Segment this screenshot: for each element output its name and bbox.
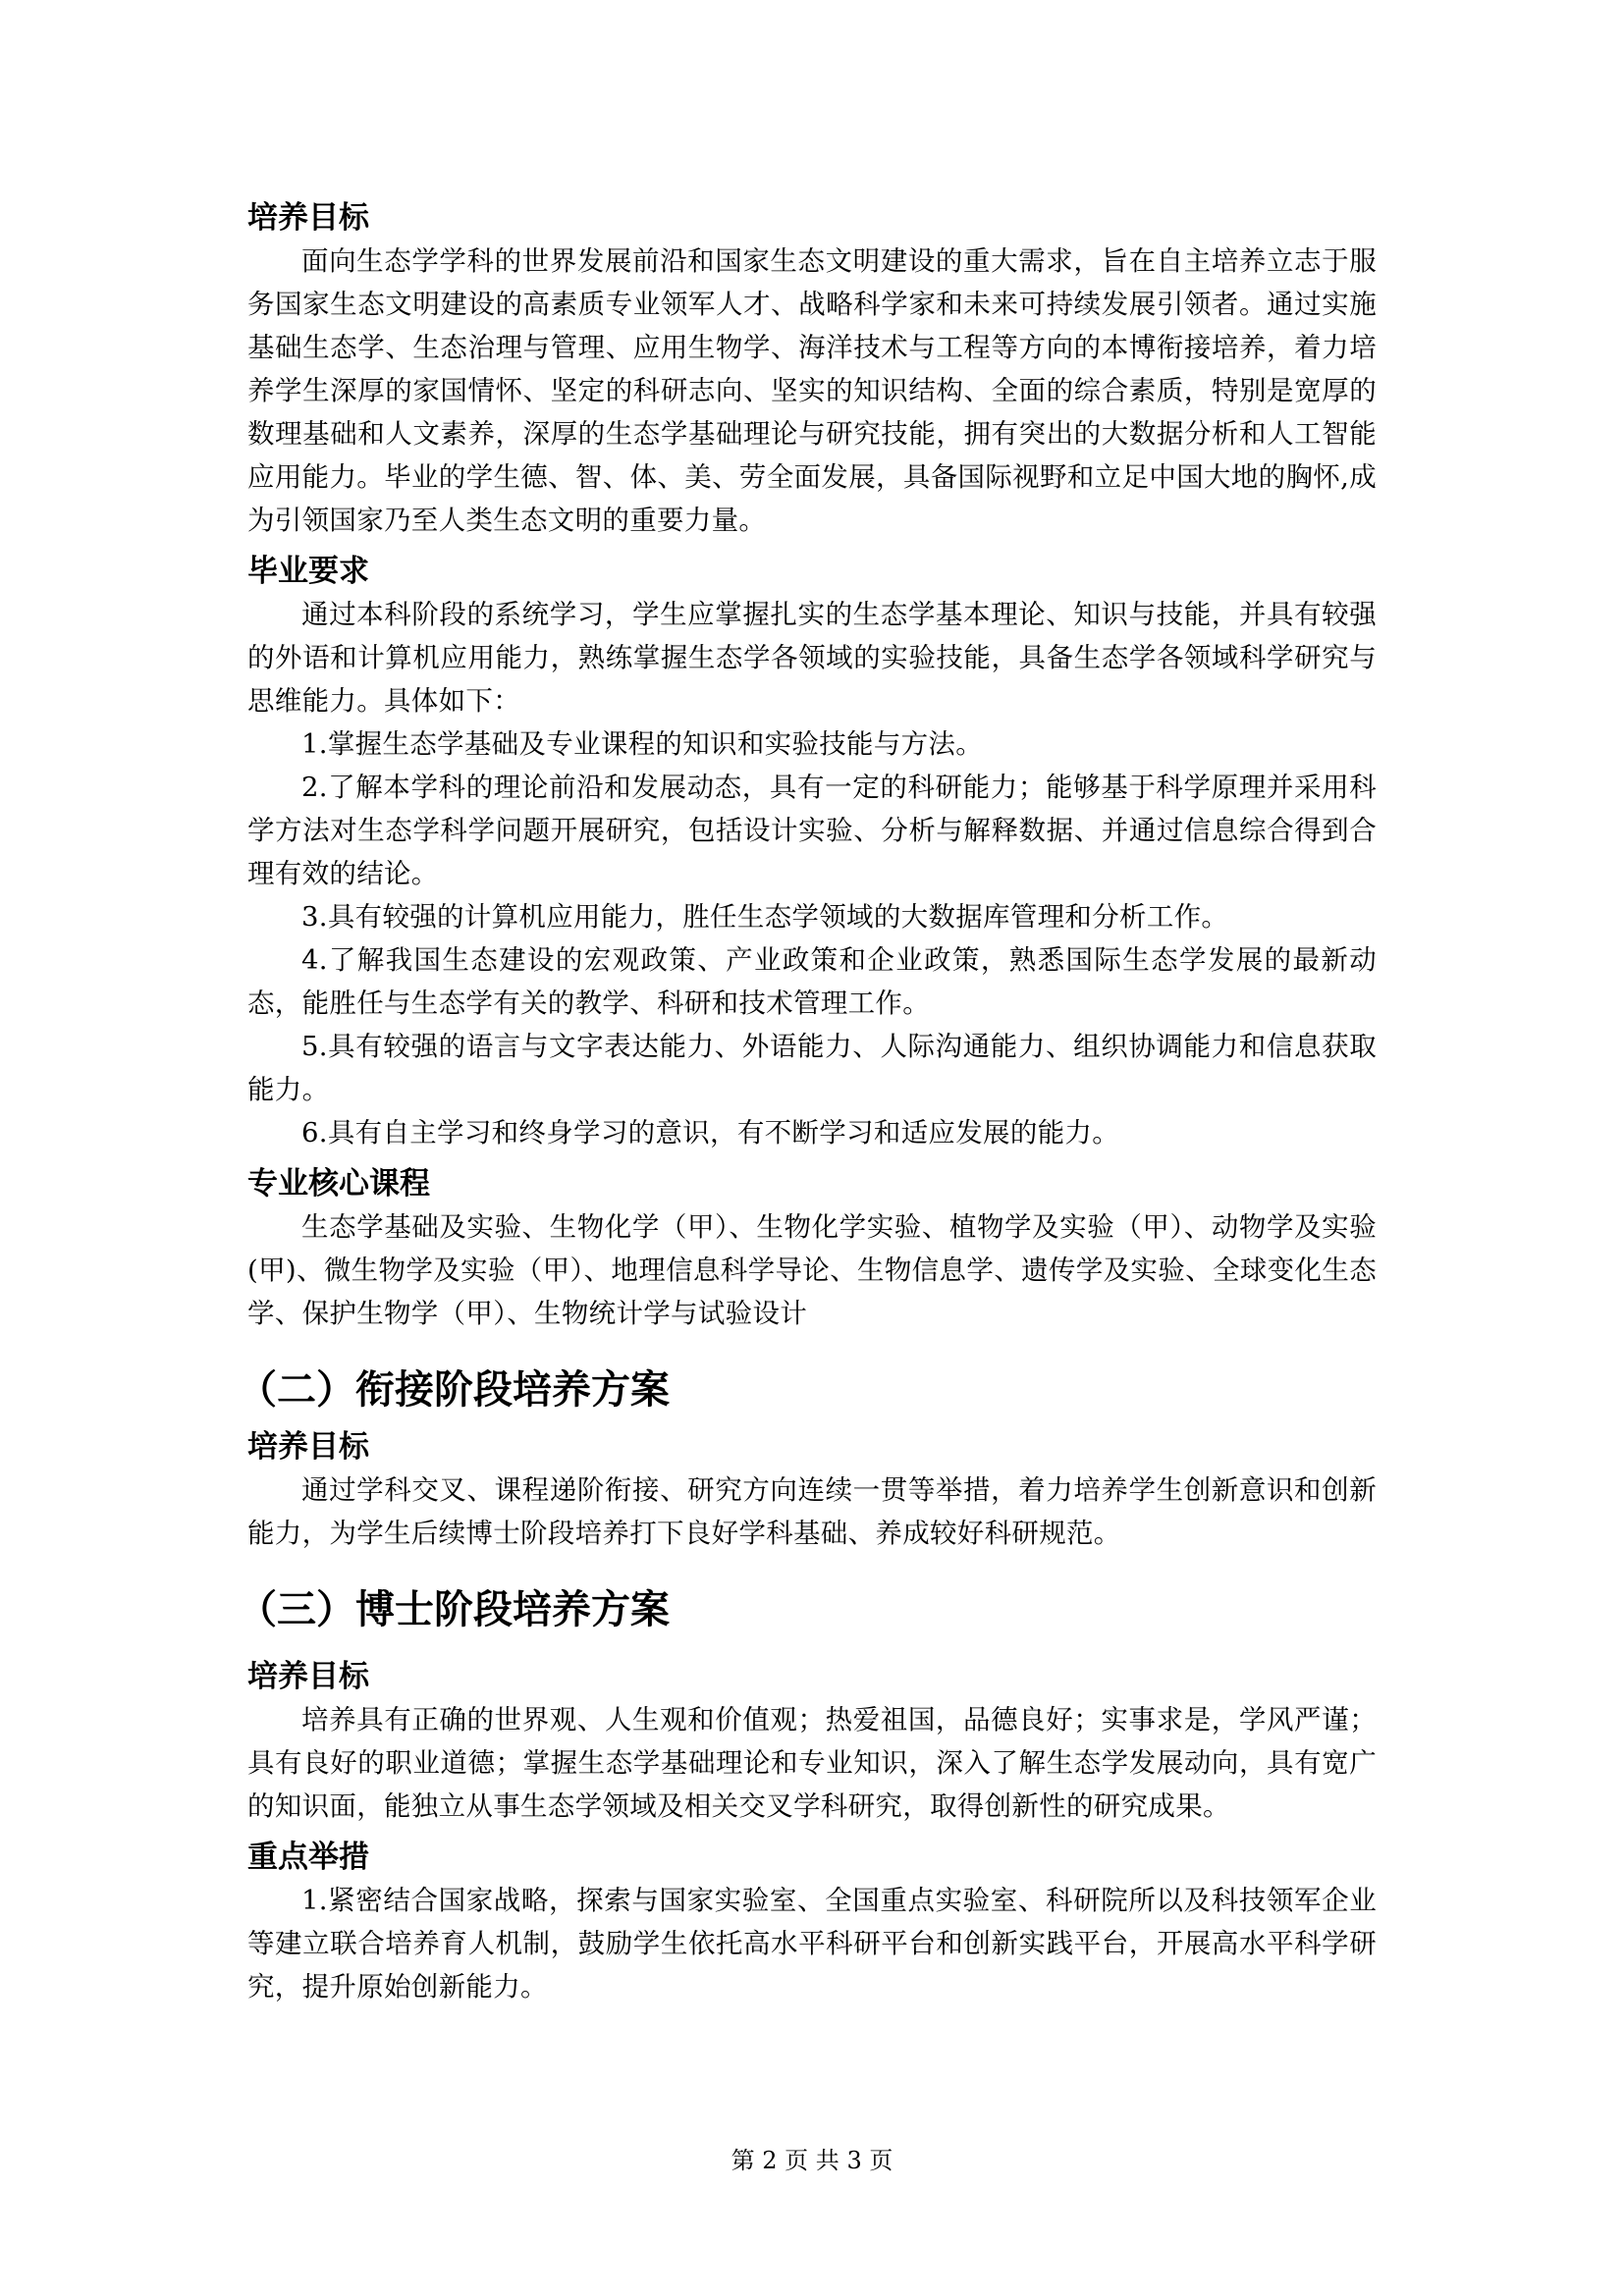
section2-title: （二）衔接阶段培养方案 <box>238 1367 670 1413</box>
page-number-footer: 第 2 页 共 3 页 <box>731 2147 893 2174</box>
requirement-item-2: 2.了解本学科的理论前沿和发展动态，具有一定的科研能力；能够基于科学原理并采用科学方法对生态学科学问题开展研究，包括设计实验、分析与解释数据、并通过信息综合得到合理有效的结论。 <box>247 772 1377 889</box>
section1-core-courses-text: 生态学基础及实验、生物化学（甲）、生物化学实验、植物学及实验（甲）、动物学及实验(甲)、微生物学及实验（甲）、地理信息科学导论、生物信息学、遗传学及实验、全球变化生态学、保护生物学（甲）、生物统计学与试验设计 <box>247 1211 1377 1329</box>
section3-measures-heading: 重点举措 <box>247 1840 369 1875</box>
section1-core-courses-heading: 专业核心课程 <box>247 1166 430 1201</box>
requirement-item-1: 1.掌握生态学基础及专业课程的知识和实验技能与方法。 <box>301 728 984 760</box>
document-body <box>238 196 1377 2008</box>
section3-goal-heading: 培养目标 <box>247 1659 369 1694</box>
requirement-item-4: 4.了解我国生态建设的宏观政策、产业政策和企业政策，熟悉国际生态学发展的最新动态，能胜任与生态学有关的教学、科研和技术管理工作。 <box>247 944 1377 1019</box>
requirement-item-3: 3.具有较强的计算机应用能力，胜任生态学领域的大数据库管理和分析工作。 <box>301 901 1229 933</box>
requirement-item-5: 5.具有较强的语言与文字表达能力、外语能力、人际沟通能力、组织协调能力和信息获取能力。 <box>247 1031 1377 1105</box>
section1-requirements-heading: 毕业要求 <box>247 554 369 589</box>
section1-requirements-intro: 通过本科阶段的系统学习，学生应掌握扎实的生态学基本理论、知识与技能，并具有较强的外语和计算机应用能力，熟练掌握生态学各领域的实验技能，具备生态学各领域科学研究与思维能力。具体如下： <box>247 599 1377 717</box>
measure-item-1: 1.紧密结合国家战略，探索与国家实验室、全国重点实验室、科研院所以及科技领军企业等建立联合培养育人机制，鼓励学生依托高水平科研平台和创新实践平台，开展高水平科学研究，提升原始创新能力。 <box>247 1885 1377 2002</box>
section2-goal-heading: 培养目标 <box>247 1429 369 1465</box>
section1-goal-heading: 培养目标 <box>247 200 369 236</box>
requirement-item-6: 6.具有自主学习和终身学习的意识，有不断学习和适应发展的能力。 <box>301 1117 1120 1148</box>
section1-goal-text: 面向生态学学科的世界发展前沿和国家生态文明建设的重大需求，旨在自主培养立志于服务国家生态文明建设的高素质专业领军人才、战略科学家和未来可持续发展引领者。通过实施基础生态学、生态治理与管理、应用生物学、海洋技术与工程等方向的本博衔接培养，着力培养学生深厚的家国情怀、坚定的科研志向、坚实的知识结构、全面的综合素质，特别是宽厚的数理基础和人文素养，深厚的生态学基础理论与研究技能，拥有突出的大数据分析和人工智能应用能力。毕业的学生德、智、体、美、劳全面发展，具备国际视野和立足中国大地的胸怀,成为引领国家乃至人类生态文明的重要力量。 <box>247 245 1377 536</box>
section2-goal-text: 通过学科交叉、课程递阶衔接、研究方向连续一贯等举措，着力培养学生创新意识和创新能力，为学生后续博士阶段培养打下良好学科基础、养成较好科研规范。 <box>247 1474 1377 1549</box>
section3-goal-text: 培养具有正确的世界观、人生观和价值观；热爱祖国，品德良好；实事求是，学风严谨；具有良好的职业道德；掌握生态学基础理论和专业知识，深入了解生态学发展动向，具有宽广的知识面，能独立从事生态学领域及相关交叉学科研究，取得创新性的研究成果。 <box>247 1704 1377 1822</box>
section3-title: （三）博士阶段培养方案 <box>238 1587 670 1632</box>
